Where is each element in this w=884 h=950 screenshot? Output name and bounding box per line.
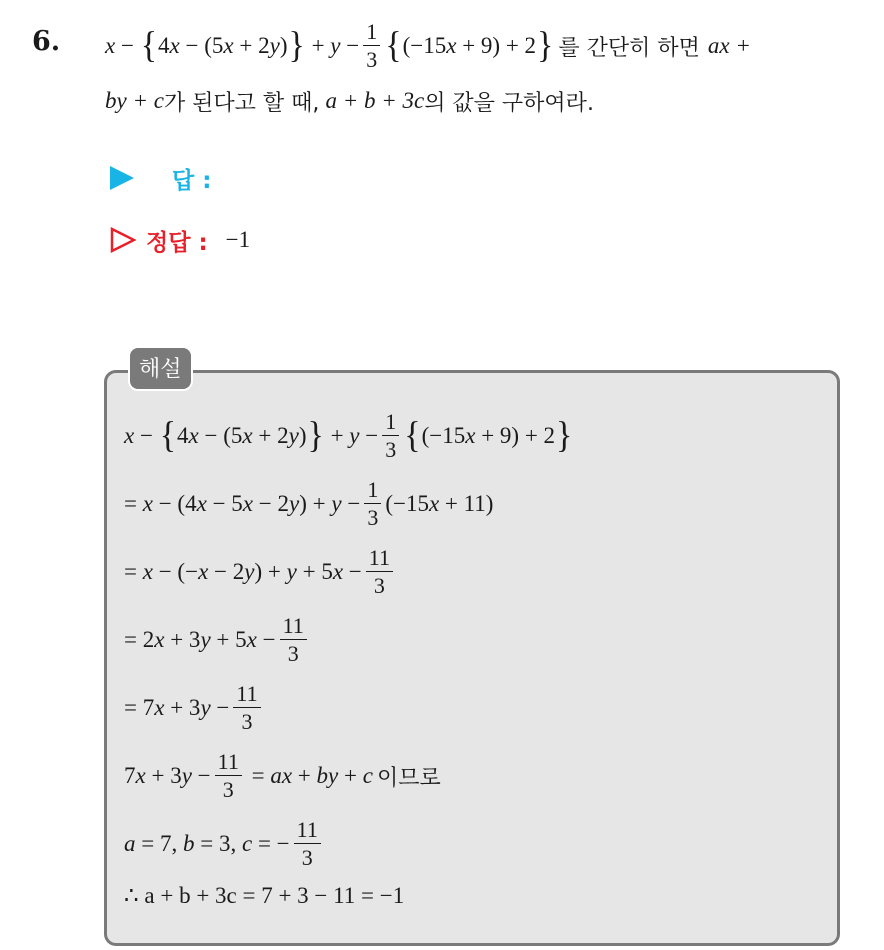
fraction-one-third: $\frac{1}{3}$ <box>363 21 380 71</box>
question-expr: by + c <box>105 88 164 113</box>
question-text: 의 값을 구하여라. <box>424 90 594 116</box>
question-number: 6. <box>32 26 61 57</box>
solution-final-text: ∴ a + b + 3c = 7 + 3 − 11 = −1 <box>124 883 405 908</box>
question-text: 가 된다고 할 때, <box>163 90 320 116</box>
answer-label: 답 : <box>172 167 212 194</box>
solution-line-1: x − { 4 x − (5 x + 2 y ) } + y − $\frac{1}{3}$ { (−15 x + 9) + 2 } <box>124 409 573 462</box>
question-target-expr: a + b + 3c <box>325 88 425 113</box>
correct-answer-value: −1 <box>225 227 251 252</box>
solution-final <box>124 866 404 926</box>
solution-line-6: 7 x + 3 y − $\frac{11}{3}$ = ax + by + c 이므로 <box>124 749 441 802</box>
solution-line-3: = x − (− x − 2 y ) + y + 5 x − $\frac{11}{3}$ <box>124 542 397 602</box>
solution-line-2: = x − (4 x − 5 x − 2 y ) + y − $\frac{1}{3}$ (−15 x + 11) <box>124 477 494 530</box>
solution-text: 이므로 <box>376 765 441 791</box>
answer-input-row <box>110 158 211 198</box>
solution-tag: 해설 <box>128 346 193 391</box>
solution-line-4: = 2 x + 3 y + 5 x − $\frac{11}{3}$ <box>124 610 311 670</box>
correct-answer-row <box>110 220 250 260</box>
question-line-1: x − { 4 x − (5 x + 2 y ) } + y − $\frac{1}{3}$ { (−15 x + 9) + 2 } 를 간단히 하면 ax + <box>105 19 751 72</box>
solution-line-5: = 7 x + 3 y − $\frac{11}{3}$ <box>124 678 265 738</box>
correct-answer-label: 정답 : <box>146 229 208 256</box>
question-text-end: ax + <box>707 33 751 58</box>
question-text: 를 간단히 하면 <box>558 35 700 61</box>
solution-line-7: a = 7, b = 3, c = − $\frac{11}{3}$ <box>124 814 325 874</box>
play-arrow-icon <box>110 166 134 190</box>
question-line-2 <box>105 78 594 124</box>
outline-arrow-icon <box>110 227 136 253</box>
